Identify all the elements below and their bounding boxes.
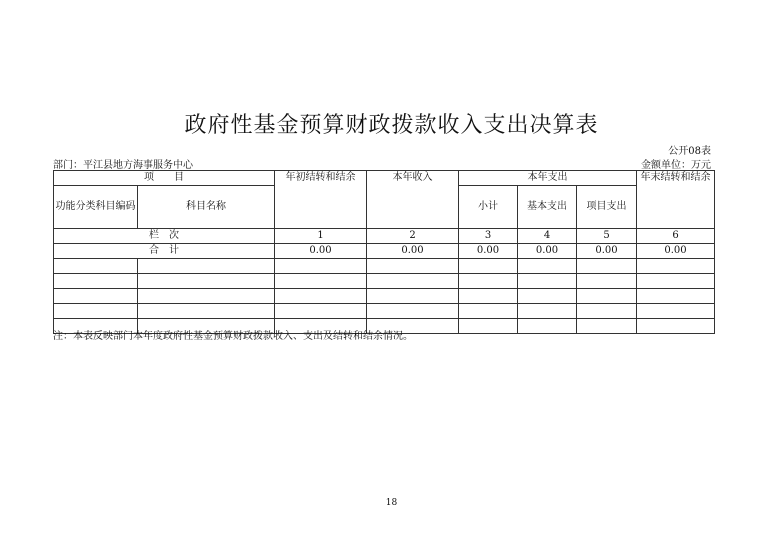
header-code: 功能分类科目编码	[54, 186, 138, 229]
column-number: 2	[367, 229, 459, 244]
empty-row	[54, 274, 715, 289]
total-value: 0.00	[275, 244, 367, 259]
department-label: 部门：平江县地方海事服务中心	[53, 160, 193, 171]
column-number-label: 栏 次	[54, 229, 275, 244]
column-number: 4	[518, 229, 577, 244]
page-title: 政府性基金预算财政拨款收入支出决算表	[184, 113, 599, 138]
footnote: 注：本表反映部门本年度政府性基金预算财政拨款收入、支出及结转和结余情况。	[53, 331, 413, 342]
total-label: 合 计	[54, 244, 275, 259]
budget-table	[53, 170, 715, 334]
total-value: 0.00	[518, 244, 577, 259]
total-value: 0.00	[577, 244, 637, 259]
header-name: 科目名称	[138, 186, 275, 229]
column-number: 6	[637, 229, 715, 244]
column-number: 5	[577, 229, 637, 244]
column-number-row	[54, 229, 715, 244]
total-value: 0.00	[459, 244, 518, 259]
empty-row	[54, 289, 715, 304]
form-code: 公开08表	[668, 146, 711, 157]
page-number: 18	[385, 498, 398, 508]
header-project: 项目支出	[577, 186, 637, 229]
header-end-balance: 年末结转和结余	[637, 171, 715, 229]
total-value: 0.00	[367, 244, 459, 259]
header-begin-balance: 年初结转和结余	[275, 171, 367, 229]
header-expense: 本年支出	[459, 171, 637, 186]
header-item: 项 目	[54, 171, 275, 186]
header-basic: 基本支出	[518, 186, 577, 229]
amount-unit-label: 金额单位：万元	[641, 160, 711, 171]
empty-row	[54, 304, 715, 319]
header-row-1	[54, 171, 715, 186]
total-row	[54, 244, 715, 259]
header-subtotal: 小计	[459, 186, 518, 229]
header-income: 本年收入	[367, 171, 459, 229]
column-number: 3	[459, 229, 518, 244]
empty-row	[54, 259, 715, 274]
total-value: 0.00	[637, 244, 715, 259]
column-number: 1	[275, 229, 367, 244]
